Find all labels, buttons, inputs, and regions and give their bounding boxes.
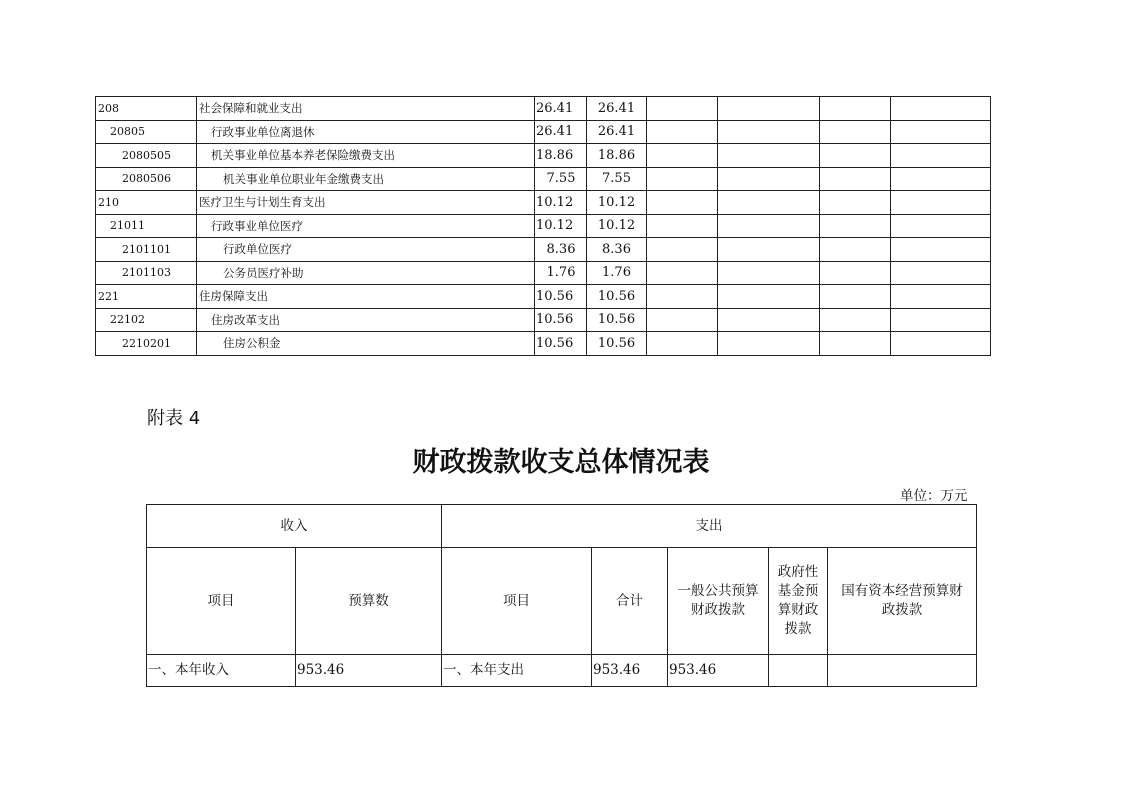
table-row bbox=[96, 308, 991, 332]
cell-empty bbox=[647, 191, 718, 215]
table-row bbox=[96, 191, 991, 215]
cell-empty bbox=[718, 191, 820, 215]
cell-value-1: 10.56 bbox=[535, 332, 587, 356]
cell-code: 208 bbox=[96, 97, 197, 121]
cell-code: 221 bbox=[96, 285, 197, 309]
cell-value-2: 10.12 bbox=[587, 214, 647, 238]
cell-empty bbox=[647, 308, 718, 332]
cell-code: 2101101 bbox=[96, 238, 197, 262]
cell-value-1: 10.56 bbox=[535, 285, 587, 309]
cell-value-1: 18.86 bbox=[535, 144, 587, 168]
cell-value-2: 7.55 bbox=[587, 167, 647, 191]
col-expense-item: 项目 bbox=[442, 548, 592, 655]
cell-empty bbox=[718, 214, 820, 238]
cell-value-2: 10.12 bbox=[587, 191, 647, 215]
col-income-item: 项目 bbox=[147, 548, 296, 655]
cell-empty bbox=[820, 97, 891, 121]
cell-empty bbox=[647, 238, 718, 262]
cell-code: 22102 bbox=[96, 308, 197, 332]
cell-empty bbox=[891, 214, 991, 238]
cell-empty bbox=[820, 167, 891, 191]
fiscal-summary-table bbox=[146, 504, 977, 687]
cell-empty bbox=[891, 167, 991, 191]
group-header-row bbox=[147, 505, 977, 548]
cell-name: 住房保障支出 bbox=[197, 285, 535, 309]
cell-empty bbox=[647, 214, 718, 238]
cell-empty bbox=[820, 308, 891, 332]
cell-value-1: 26.41 bbox=[535, 120, 587, 144]
col-general-budget: 一般公共预算财政拨款 bbox=[668, 548, 769, 655]
cell-value-2: 10.56 bbox=[587, 308, 647, 332]
income-header: 收入 bbox=[147, 505, 442, 548]
table-row bbox=[147, 655, 977, 687]
cell-code: 2080505 bbox=[96, 144, 197, 168]
cell-empty bbox=[718, 97, 820, 121]
cell-name: 社会保障和就业支出 bbox=[197, 97, 535, 121]
cell-value-1: 10.12 bbox=[535, 191, 587, 215]
column-header-row bbox=[147, 548, 977, 655]
cell-empty bbox=[820, 120, 891, 144]
cell-value-2: 26.41 bbox=[587, 97, 647, 121]
cell-name: 医疗卫生与计划生育支出 bbox=[197, 191, 535, 215]
expenditure-detail-table bbox=[95, 96, 991, 356]
table-row bbox=[96, 167, 991, 191]
cell-empty bbox=[718, 120, 820, 144]
cell-empty bbox=[891, 261, 991, 285]
cell-value-2: 8.36 bbox=[587, 238, 647, 262]
page-title: 财政拨款收支总体情况表 bbox=[412, 447, 710, 478]
cell-empty bbox=[820, 144, 891, 168]
cell-empty bbox=[647, 285, 718, 309]
cell-empty bbox=[891, 285, 991, 309]
col-total: 合计 bbox=[592, 548, 668, 655]
cell-empty bbox=[647, 144, 718, 168]
cell-name: 机关事业单位职业年金缴费支出 bbox=[197, 167, 535, 191]
appendix-caption: 附表 4 bbox=[147, 408, 201, 429]
cell-empty bbox=[820, 261, 891, 285]
cell-income-budget: 953.46 bbox=[296, 655, 442, 687]
cell-income-item: 一、本年收入 bbox=[147, 655, 296, 687]
expense-header: 支出 bbox=[442, 505, 977, 548]
table-row bbox=[96, 97, 991, 121]
cell-value-1: 8.36 bbox=[535, 238, 587, 262]
cell-empty bbox=[718, 238, 820, 262]
cell-value-1: 10.56 bbox=[535, 308, 587, 332]
cell-name: 住房公积金 bbox=[197, 332, 535, 356]
cell-name: 机关事业单位基本养老保险缴费支出 bbox=[197, 144, 535, 168]
cell-empty bbox=[718, 144, 820, 168]
cell-value-1: 26.41 bbox=[535, 97, 587, 121]
col-state-capital: 国有资本经营预算财政拨款 bbox=[828, 548, 977, 655]
cell-value-1: 10.12 bbox=[535, 214, 587, 238]
cell-empty bbox=[820, 191, 891, 215]
col-income-budget: 预算数 bbox=[296, 548, 442, 655]
cell-empty bbox=[891, 308, 991, 332]
cell-value-2: 1.76 bbox=[587, 261, 647, 285]
cell-general-budget: 953.46 bbox=[668, 655, 769, 687]
cell-name: 公务员医疗补助 bbox=[197, 261, 535, 285]
cell-empty bbox=[647, 167, 718, 191]
cell-name: 住房改革支出 bbox=[197, 308, 535, 332]
table-row bbox=[96, 261, 991, 285]
cell-empty bbox=[718, 261, 820, 285]
cell-empty bbox=[647, 120, 718, 144]
cell-empty bbox=[718, 308, 820, 332]
cell-value-1: 1.76 bbox=[535, 261, 587, 285]
cell-total: 953.46 bbox=[592, 655, 668, 687]
cell-code: 21011 bbox=[96, 214, 197, 238]
cell-value-2: 18.86 bbox=[587, 144, 647, 168]
cell-value-1: 7.55 bbox=[535, 167, 587, 191]
cell-name: 行政单位医疗 bbox=[197, 238, 535, 262]
table-row bbox=[96, 285, 991, 309]
table-row bbox=[96, 214, 991, 238]
cell-code: 2101103 bbox=[96, 261, 197, 285]
table-row bbox=[96, 144, 991, 168]
table-row bbox=[96, 120, 991, 144]
cell-empty bbox=[718, 167, 820, 191]
cell-empty bbox=[891, 332, 991, 356]
cell-empty bbox=[647, 332, 718, 356]
cell-empty bbox=[647, 261, 718, 285]
cell-name: 行政事业单位医疗 bbox=[197, 214, 535, 238]
cell-empty bbox=[891, 120, 991, 144]
cell-expense-item: 一、本年支出 bbox=[442, 655, 592, 687]
cell-empty bbox=[891, 238, 991, 262]
cell-empty bbox=[718, 285, 820, 309]
cell-empty bbox=[891, 191, 991, 215]
cell-empty bbox=[820, 285, 891, 309]
table-row bbox=[96, 332, 991, 356]
cell-code: 2210201 bbox=[96, 332, 197, 356]
cell-value-2: 10.56 bbox=[587, 332, 647, 356]
cell-empty bbox=[891, 144, 991, 168]
cell-empty bbox=[718, 332, 820, 356]
cell-value-2: 10.56 bbox=[587, 285, 647, 309]
cell-empty bbox=[820, 214, 891, 238]
cell-empty bbox=[647, 97, 718, 121]
cell-empty bbox=[820, 332, 891, 356]
cell-empty bbox=[820, 238, 891, 262]
cell-code: 20805 bbox=[96, 120, 197, 144]
cell-code: 2080506 bbox=[96, 167, 197, 191]
col-gov-fund: 政府性基金预算财政拨款 bbox=[769, 548, 828, 655]
table-row bbox=[96, 238, 991, 262]
cell-code: 210 bbox=[96, 191, 197, 215]
cell-empty bbox=[891, 97, 991, 121]
cell-gov-fund bbox=[769, 655, 828, 687]
cell-name: 行政事业单位离退休 bbox=[197, 120, 535, 144]
unit-label: 单位：万元 bbox=[900, 488, 968, 504]
cell-state-capital bbox=[828, 655, 977, 687]
cell-value-2: 26.41 bbox=[587, 120, 647, 144]
